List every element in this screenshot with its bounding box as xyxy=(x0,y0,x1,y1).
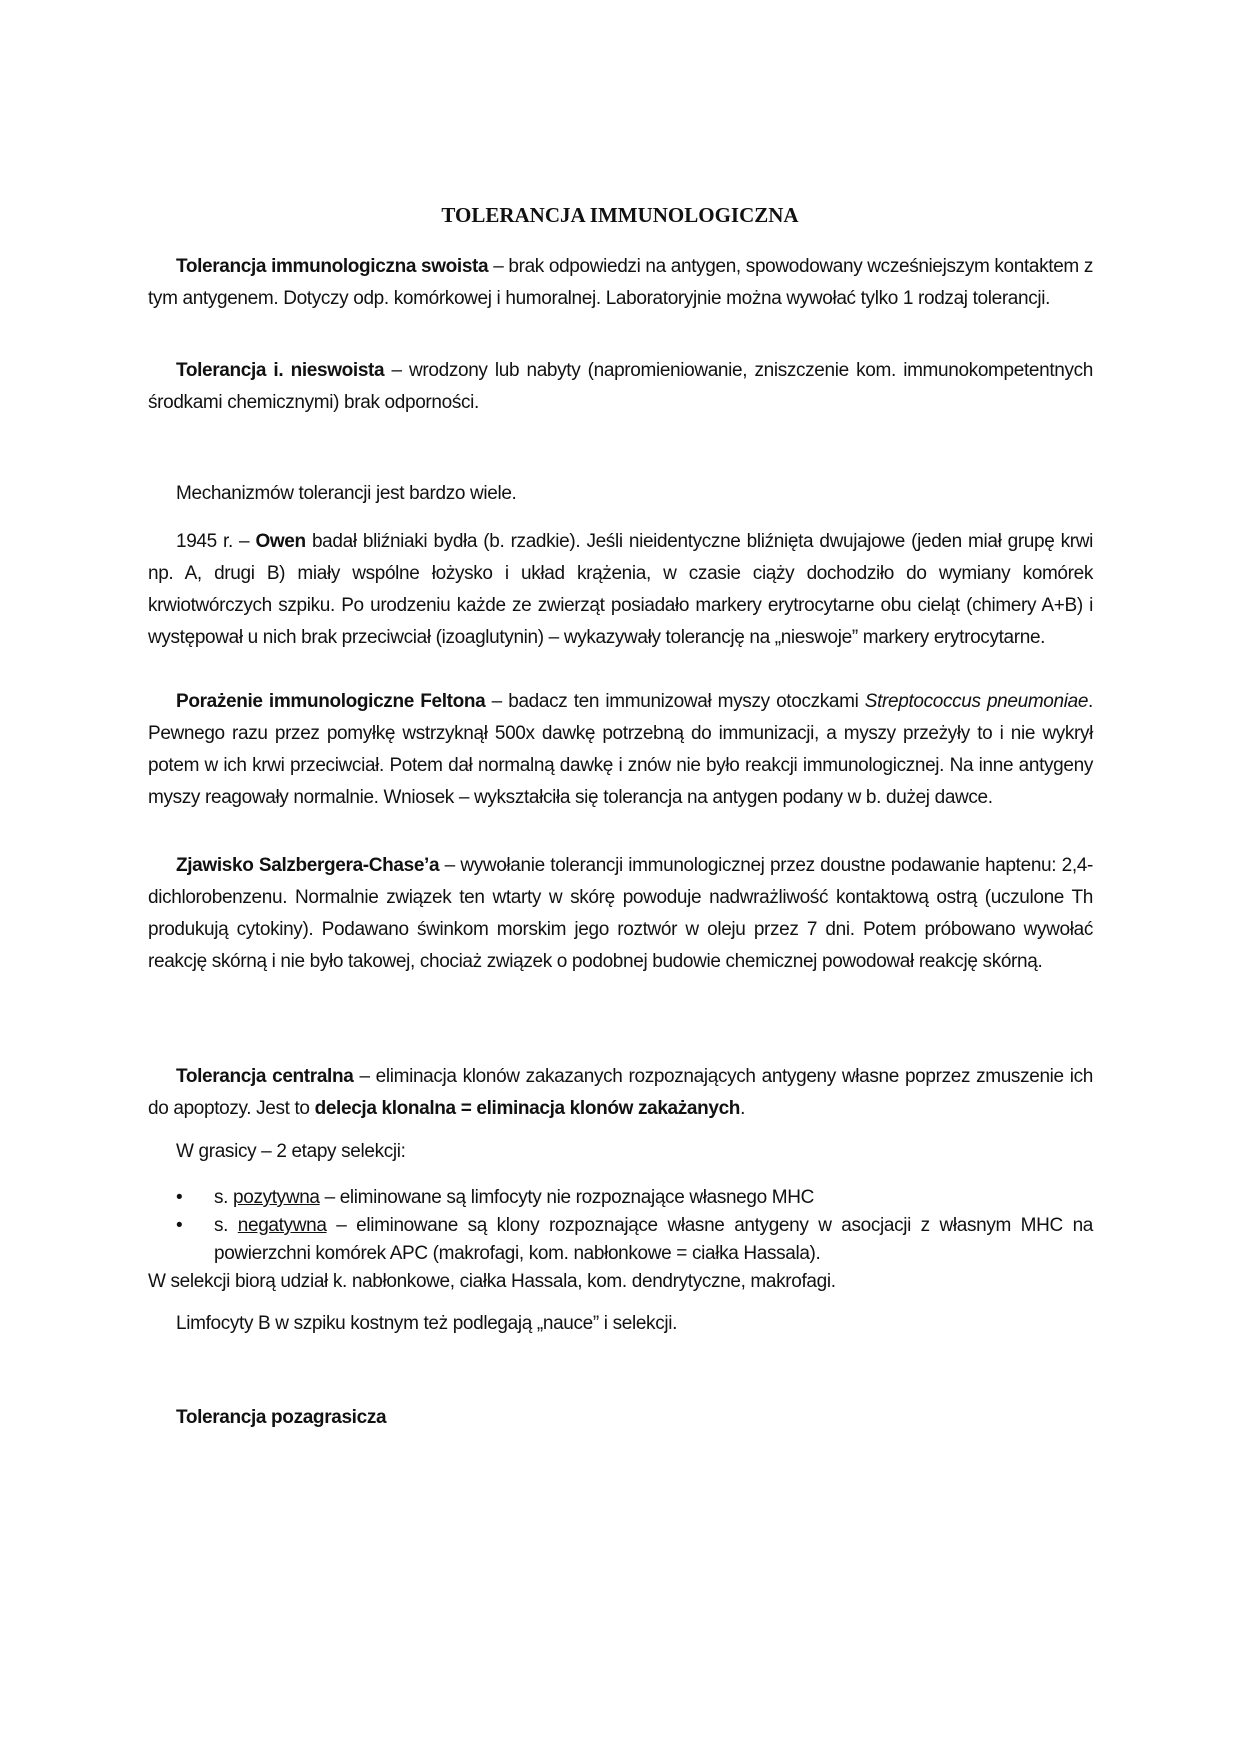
paragraph-mechanisms: Mechanizmów tolerancji jest bardzo wiele. xyxy=(176,483,517,504)
paragraph-peripheral-tolerance xyxy=(148,1402,1093,1434)
term-specific-tolerance: Tolerancja immunologiczna swoista xyxy=(176,256,489,277)
selection-list xyxy=(148,1184,1093,1296)
term-owen: Owen xyxy=(255,531,306,552)
paragraph-felton: Porażenie immunologiczne Feltona – badacz ten immunizował myszy otoczkami Streptococcus pneumoniae. Pewnego razu przez pomyłkę wstrzyknął 500x dawkę potrzebną do immunizacji, a myszy przeżyły to i nie wykrył potem w ich krwi przeciwciał. Potem dał normalną dawkę i znów nie było reakcji immunologicznej. Na inne antygeny myszy reagowały normalnie. Wniosek – wykształciła się tolerancja na antygen podany w b. dużej dawce. xyxy=(148,691,1093,808)
term-central-tolerance: Tolerancja centralna xyxy=(176,1066,354,1087)
term-negative: negatywna xyxy=(237,1215,327,1236)
paragraph-selection-participants: W selekcji biorą udział k. nabłonkowe, ciałka Hassala, kom. dendrytyczne, makrofagi. xyxy=(148,1271,836,1292)
paragraph-b-lymphocytes: Limfocyty B w szpiku kostnym też podlegają „nauce” i selekcji. xyxy=(176,1313,678,1334)
paragraph-salzberger-chase: Zjawisko Salzbergera-Chase’a – wywołanie tolerancji immunologicznej przez doustne podawanie haptenu: 2,4-dichlorobenzenu. Normalnie związek ten wtarty w skórę powoduje nadwrażliwość kontaktową ostrą (uczulone Th produkują cytokiny). Podawano świnkom morskim jego roztwór w oleju przez 7 dni. Potem próbowano wywołać reakcję skórną i nie było takowej, chociaż związek o podobnej budowie chemicznej powodował reakcję skórną. xyxy=(148,855,1093,972)
term-nonspecific-tolerance: Tolerancja i. nieswoista xyxy=(176,360,385,381)
term-clonal-deletion: delecja klonalna = eliminacja klonów zakażanych xyxy=(314,1098,741,1119)
document-title: TOLERANCJA IMMUNOLOGICZNA xyxy=(441,203,799,227)
term-positive: pozytywna xyxy=(233,1187,320,1208)
paragraph-owen: 1945 r. – Owen badał bliźniaki bydła (b. rzadkie). Jeśli nieidentyczne bliźnięta dwujajowe (jeden miał grupę krwi np. A, drugi B) miały wspólne łożysko i układ krążenia, w czasie ciąży dochodziło do wymiany komórek krwiotwórczych szpiku. Po urodzeniu każde ze zwierząt posiadało markery erytrocytarne obu cieląt (chimery A+B) i występował u nich brak przeciwciał (izoaglutynin) – wykazywały tolerancję na „nieswoje” markery erytrocytarne. xyxy=(148,531,1093,648)
list-item-negative-selection: • s. negatywna – eliminowane są klony rozpoznające własne antygeny w asocjacji z własnym MHC na powierzchni komórek APC (makrofagi, kom. nabłonkowe = ciałka Hassala). xyxy=(148,1212,1093,1268)
bullet-icon: • xyxy=(176,1187,183,1208)
term-felton: Porażenie immunologiczne Feltona xyxy=(176,691,486,712)
species-name: Streptococcus pneumoniae xyxy=(864,691,1089,712)
list-item-positive-selection: • s. pozytywna – eliminowane są limfocyty nie rozpoznające własnego MHC xyxy=(148,1184,1093,1212)
paragraph-specific-tolerance: Tolerancja immunologiczna swoista – brak odpowiedzi na antygen, spowodowany wcześniejszym kontaktem z tym antygenem. Dotyczy odp. komórkowej i humoralnej. Laboratoryjnie można wywołać tylko 1 rodzaj tolerancji. xyxy=(148,256,1093,309)
paragraph-central-tolerance: Tolerancja centralna – eliminacja klonów zakazanych rozpoznających antygeny własne poprzez zmuszenie ich do apoptozy. Jest to delecja klonalna = eliminacja klonów zakażanych. xyxy=(148,1066,1093,1119)
bullet-icon: • xyxy=(176,1215,183,1236)
paragraph-nonspecific-tolerance: Tolerancja i. nieswoista – wrodzony lub nabyty (napromieniowanie, zniszczenie kom. immunokompetentnych środkami chemicznymi) brak odporności. xyxy=(148,360,1093,413)
term-peripheral-tolerance: Tolerancja pozagrasicza xyxy=(176,1407,387,1428)
paragraph-thymus-selection: W grasicy – 2 etapy selekcji: xyxy=(176,1141,406,1162)
term-salzberger-chase: Zjawisko Salzbergera-Chase’a xyxy=(176,855,440,876)
